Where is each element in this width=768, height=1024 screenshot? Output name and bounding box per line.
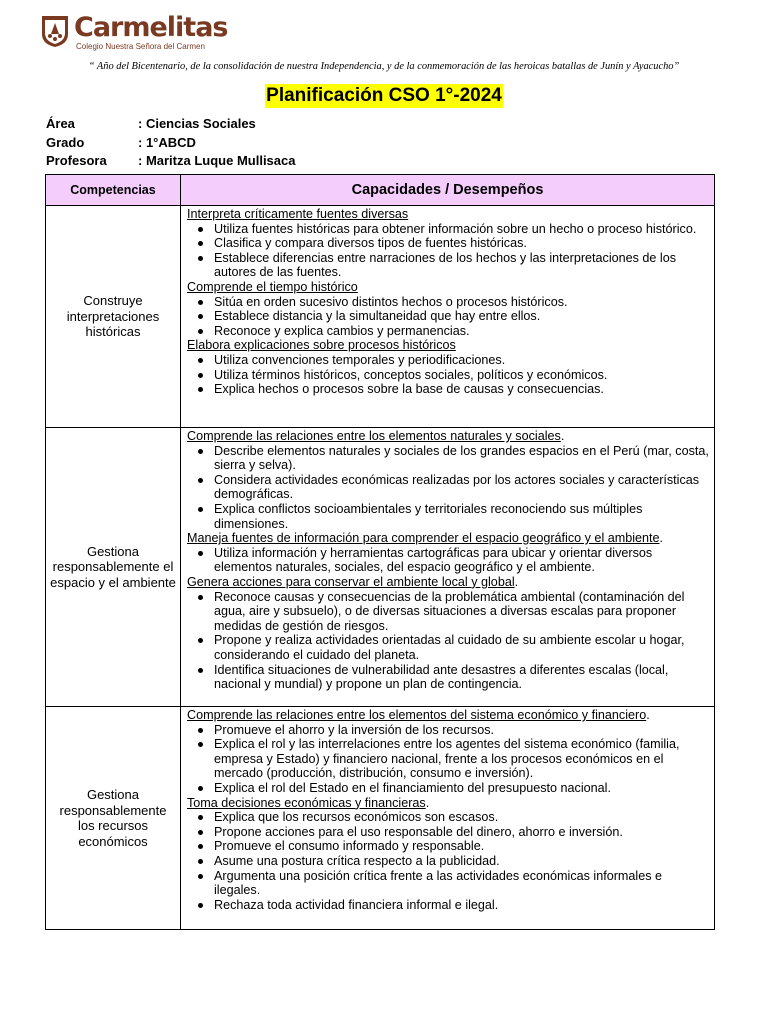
brand-name: Carmelitas: [74, 12, 228, 43]
capacidad-heading: [187, 280, 710, 295]
desempeno-item: Clasifica y compara diversos tipos de fuentes históricas.: [214, 236, 710, 251]
desempeno-item: Rechaza toda actividad financiera informal e ilegal.: [214, 898, 710, 913]
desempeno-item: Explica conflictos socioambientales y territoriales reconociendo sus múltiples dimensiones.: [214, 502, 710, 531]
capacidad-title: Maneja fuentes de información para comprender el espacio geográfico y el ambiente: [187, 531, 660, 546]
capacidad-title: Elabora explicaciones sobre procesos históricos: [187, 338, 456, 353]
desempeno-item: Asume una postura crítica respecto a la publicidad.: [214, 854, 710, 869]
desempeno-item: Propone y realiza actividades orientadas al cuidado de su ambiente escolar u hogar, considerando el cuidado del planeta.: [214, 633, 710, 662]
planning-table: [45, 174, 715, 930]
capacidad-title: Toma decisiones económicas y financieras: [187, 795, 426, 810]
course-info: [46, 115, 295, 171]
table-row: [46, 206, 715, 428]
capacidad-title-suffix: .: [560, 429, 565, 443]
capacidad-heading: [187, 338, 710, 353]
capacidad-title-suffix: .: [659, 531, 664, 546]
capacidad-title: Comprende las relaciones entre los elementos del sistema económico y financiero: [187, 708, 647, 722]
desempeno-item: Describe elementos naturales y sociales de los grandes espacios en el Perú (mar, costa, sierra y selva).: [214, 443, 709, 473]
info-value: : Ciencias Sociales: [138, 116, 256, 131]
table-row: [46, 428, 715, 707]
desempenos-list: [187, 222, 710, 280]
desempenos-list: [187, 546, 710, 575]
desempeno-item: Propone acciones para el uso responsable del dinero, ahorro e inversión.: [214, 825, 710, 840]
desempeno-item: Considera actividades económicas realizadas por los actores sociales y características demográficas.: [214, 473, 710, 502]
competencia-cell: Gestiona responsablemente el espacio y el ambiente: [46, 428, 181, 707]
desempenos-list: [187, 444, 710, 532]
desempeno-item: Reconoce causas y consecuencias de la problemática ambiental (contaminación del agua, aire y subsuelo), o de diversas situaciones a diversas escalas para proponer medidas de gestión de riesgos.: [214, 590, 710, 634]
competencia-cell: Construye interpretaciones históricas: [46, 206, 181, 428]
desempeno-item: Reconoce y explica cambios y permanencias.: [214, 324, 710, 339]
desempeno-item: Utiliza información y herramientas cartográficas para ubicar y orientar diversos elementos naturales, sociales, del espacio geográfico y el ambiente.: [214, 546, 710, 575]
header-competencias: Competencias: [46, 175, 181, 206]
desempenos-list: [187, 810, 710, 912]
desempeno-item: Utiliza convenciones temporales y periodificaciones.: [214, 353, 710, 368]
capacidades-cell: [181, 206, 715, 428]
desempeno-item: Utiliza términos históricos, conceptos sociales, políticos y económicos.: [214, 368, 710, 383]
info-row: [46, 115, 295, 134]
capacidad-title-suffix: .: [425, 795, 430, 810]
capacidad-title: Comprende el tiempo histórico: [187, 279, 358, 294]
desempeno-item: Sitúa en orden sucesivo distintos hechos o procesos históricos.: [214, 295, 710, 310]
competencia-cell: Gestiona responsablemente los recursos económicos: [46, 707, 181, 930]
desempeno-item: Explica el rol y las interrelaciones entre los agentes del sistema económico (familia, empresa y Estado) y financiero nacional, frente a los procesos económicos en el mercado (producción, distribución, consumo e inversión).: [214, 737, 710, 781]
capacidad-title-suffix: .: [514, 574, 519, 589]
desempenos-list: [187, 353, 710, 397]
desempeno-item: Establece distancia y la simultaneidad que hay entre ellos.: [214, 309, 710, 324]
year-motto: “ Año del Bicentenario, de la consolidación de nuestra Independencia, y de la conmemoración de las heroicas batallas de Junín y Ayacucho”: [88, 61, 680, 72]
capacidad-heading: [187, 708, 710, 723]
school-logo: [40, 14, 228, 52]
capacidad-heading: [187, 207, 710, 222]
capacidad-heading: [187, 531, 710, 546]
desempeno-item: Explica hechos o procesos sobre la base de causas y consecuencias.: [214, 382, 710, 397]
desempeno-item: Establece diferencias entre narraciones de los hechos y las interpretaciones de los autores de las fuentes.: [214, 251, 710, 280]
desempeno-item: Utiliza fuentes históricas para obtener información sobre un hecho o proceso histórico.: [214, 222, 710, 237]
info-value: : Maritza Luque Mullisaca: [138, 153, 296, 169]
table-header-row: [46, 175, 715, 206]
desempenos-list: [187, 295, 710, 339]
info-key: Profesora: [46, 153, 107, 169]
desempeno-item: Argumenta una posición crítica frente a las actividades económicas informales e ilegales.: [214, 869, 710, 898]
capacidad-title: Interpreta críticamente fuentes diversas: [187, 207, 409, 221]
page-title: Planificación CSO 1°-2024: [266, 85, 502, 106]
desempeno-item: Promueve el consumo informado y responsable.: [214, 839, 710, 854]
capacidad-title: Comprende las relaciones entre los elementos naturales y sociales: [187, 429, 561, 443]
capacidades-cell: [181, 707, 715, 930]
capacidad-title: Genera acciones para conservar el ambiente local y global: [187, 574, 515, 589]
desempeno-item: Identifica situaciones de vulnerabilidad ante desastres a diferentes escalas (local, nacional y mundial) y propone un plan de contingencia.: [214, 663, 710, 692]
info-row: [46, 134, 295, 153]
brand-subtitle: Colegio Nuestra Señora del Carmen: [76, 42, 205, 51]
info-key: Grado: [46, 134, 85, 150]
capacidad-title-suffix: .: [646, 708, 650, 722]
desempeno-item: Explica el rol del Estado en el financiamiento del presupuesto nacional.: [214, 781, 710, 796]
desempenos-list: [187, 723, 710, 796]
desempeno-item: Promueve el ahorro y la inversión de los recursos.: [214, 723, 710, 738]
capacidad-heading: [187, 796, 710, 811]
info-value: : 1°ABCD: [138, 134, 196, 150]
desempeno-item: Explica que los recursos económicos son escasos.: [214, 810, 710, 825]
table-row: [46, 707, 715, 930]
capacidad-heading: [187, 575, 710, 590]
school-crest-icon: [40, 14, 70, 48]
header-capacidades: Capacidades / Desempeños: [181, 175, 715, 206]
capacidad-heading: [187, 429, 710, 444]
desempenos-list: [187, 590, 710, 692]
capacidades-cell: [181, 428, 715, 707]
info-key: Área: [46, 116, 75, 131]
info-row: [46, 152, 295, 171]
